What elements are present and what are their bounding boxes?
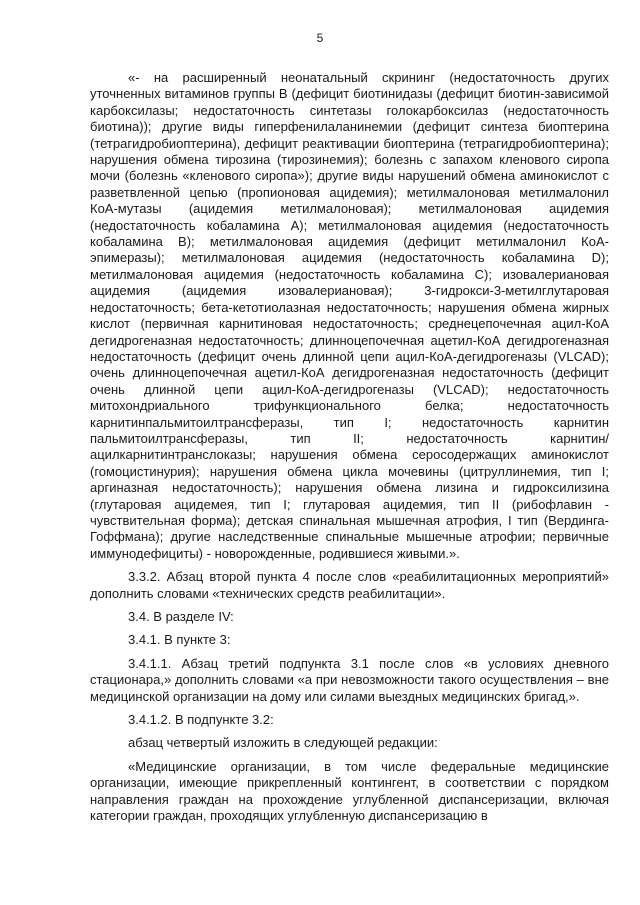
paragraph-3-4-1-2: 3.4.1.2. В подпункте 3.2: xyxy=(128,712,274,728)
paragraph-medical-organizations: «Медицинские организации, в том числе федеральные медицинские организации, имеющие прикрепленный контингент, в соответствии с порядком направления граждан на прохождение углубленной диспансеризации, включая категории граждан, проходящих углубленную диспансеризацию в xyxy=(90,758,609,824)
paragraph-3-4: 3.4. В разделе IV: xyxy=(128,609,234,624)
paragraph-newborn-screening: «- на расширенный неонатальный скрининг (недостаточность других уточненных витаминов группы В (дефицит биотинидазы (дефицит биотин-зависимой карбоксилазы; недостаточность синтетазы голокарбоксилаз (недостаточность биотина)); другие виды гиперфенилаланинемии (дефицит синтеза биоптерина (тетрагидробиоптерина), дефицит реактивации биоптерина (тетрагидробиоптерина); нарушения обмена тирозина (тирозинемия); болезнь с запахом кленового сиропа мочи (болезнь «кленового сиропа»); другие виды нарушений обмена аминокислот с разветвленной цепью (пропионовая ацидемия); метилмалоновая метилмалонил КоА-мутазы (ацидемия метилмалоновая); метилмалоновая ацидемия (недостаточность кобаламина А); метилмалоновая ацидемия (недостаточность кобаламина В); метилмалоновая ацидемия (дефицит метилмалонил КоА-эпимеразы); метилмалоновая ацидемия (недостаточность кобаламина D); метилмалоновая ацидемия (недостаточность кобаламина С); изовалериановая ацидемия (ацидемия изовалериановая); 3-гидрокси-3-метилглутаровая недостаточность; бета-кетотиолазная недостаточность; нарушения обмена жирных кислот (первичная карнитиновая недостаточность; среднецепочечная ацил-КоА дегидрогеназная недостаточность; длинноцепочечная ацетил-КоА дегидрогеназная недостаточность (дефицит очень длинной цепи ацил-КоА-дегидрогеназы (VLCAD); очень длинноцепочечная ацетил-КоА дегидрогеназная недостаточность (дефицит очень длинной цепи ацил-КоА-дегидрогеназы (VLCAD); недостаточность митохондриального трифункционального белка; недостаточность карнитинпальмитоилтрансферазы, тип I; недостаточность карнитин пальмитоилтрансферазы, тип II; недостаточность карнитин/ацилкарнитинтранслоказы; нарушения обмена серосодержащих аминокислот (гомоцистинурия); нарушения обмена цикла мочевины (цитруллинемия, тип I; аргиназная недостаточность); нарушения обмена лизина и гидроксилизина (глутаровая ацидемея, тип I; глутаровая ацидемия, тип II (рибофлавин - чувствительная форма); детская спинальная мышечная атрофия, I тип (Вердинга-Гоффмана); другие наследственные спинальные мышечные атрофии; первичные иммунодефициты) - новорожденные, родившиеся живыми.». xyxy=(90,70,609,561)
page-number: 5 xyxy=(316,31,324,45)
paragraph-3-3-2: 3.3.2. Абзац второй пункта 4 после слов «реабилитационных мероприятий» дополнить словами «технических средств реабилитации». xyxy=(90,569,609,601)
paragraph-3-4-1: 3.4.1. В пункте 3: xyxy=(128,632,231,648)
document-body xyxy=(90,70,609,824)
paragraph-abzac-chetvertyi: абзац четвертый изложить в следующей редакции: xyxy=(128,735,438,751)
paragraph-3-4-1-1: 3.4.1.1. Абзац третий подпункта 3.1 после слов «в условиях дневного стационара,» дополнить словами «а при невозможности такого осуществления – вне медицинской организации на дому или силами выездных медицинских бригад,». xyxy=(90,655,609,704)
